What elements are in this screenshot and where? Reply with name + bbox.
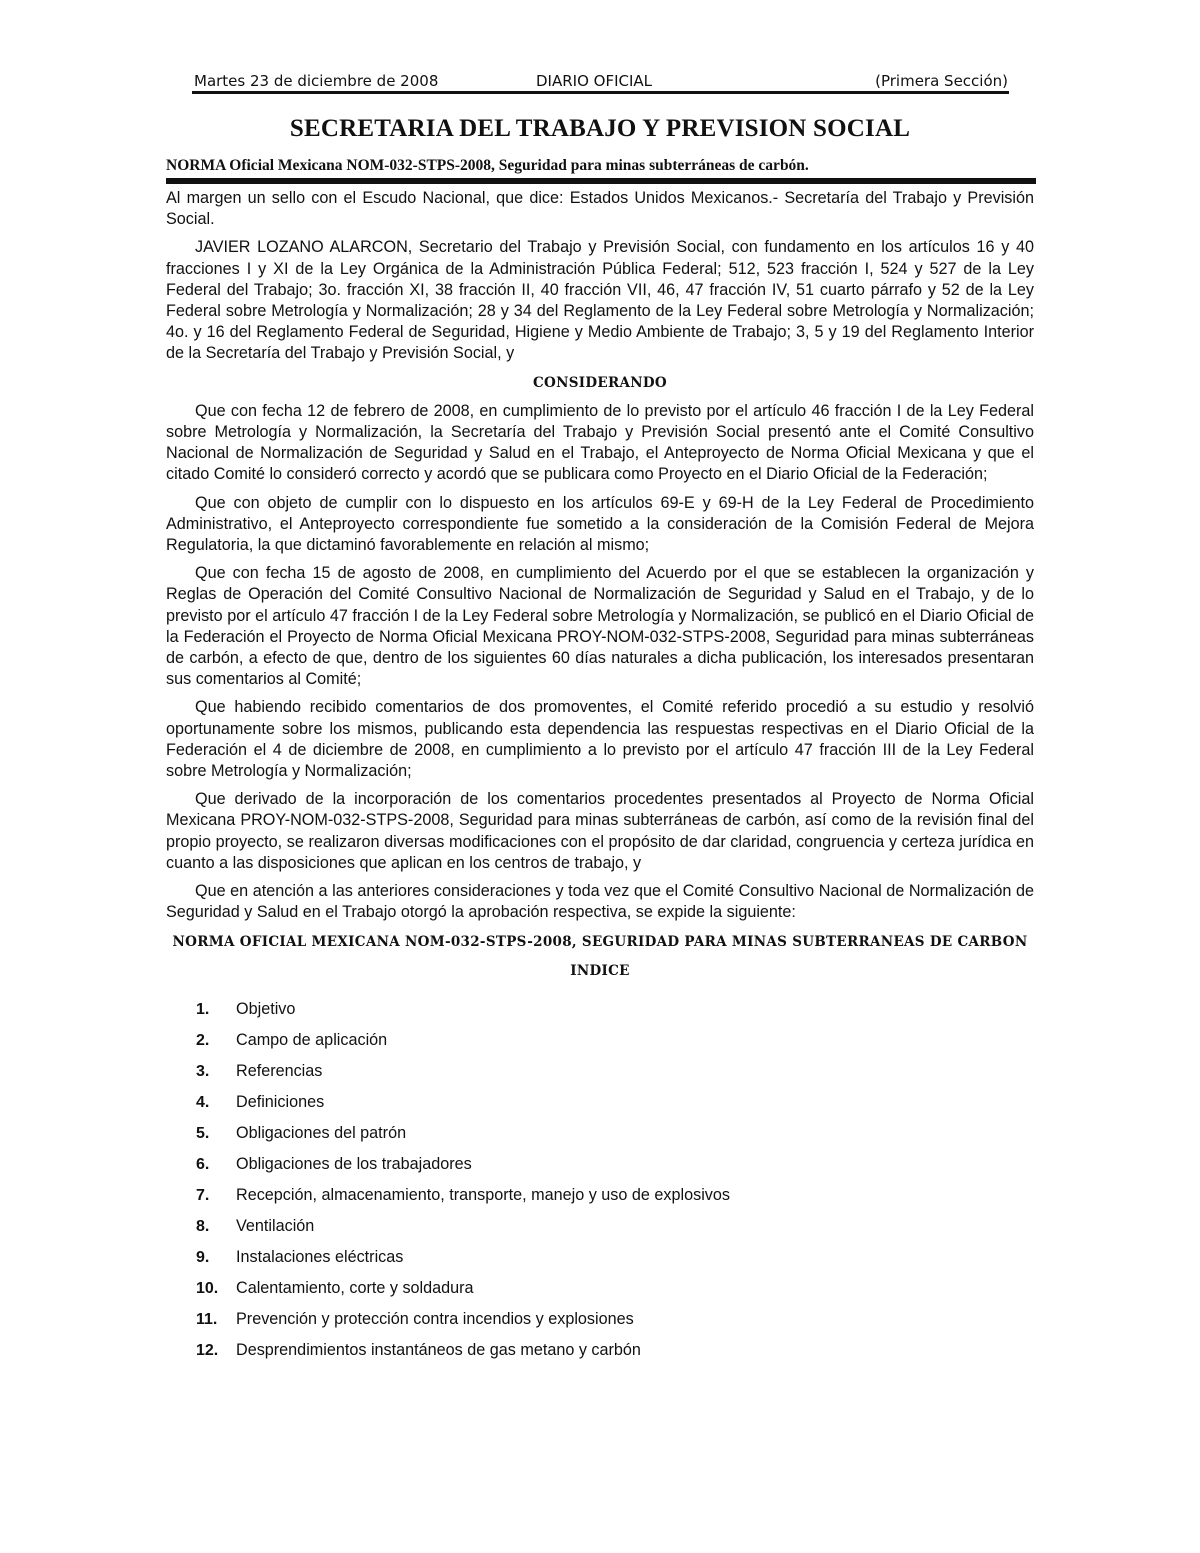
index-item (166, 1335, 1034, 1366)
index-number: 5. (196, 1124, 210, 1142)
index-item (166, 1056, 1034, 1087)
index-item (166, 1211, 1034, 1242)
index-label: Recepción, almacenamiento, transporte, manejo y uso de explosivos (236, 1185, 730, 1204)
index-label: Prevención y protección contra incendios y explosiones (236, 1309, 634, 1328)
considerando-paragraph: Que derivado de la incorporación de los comentarios procedentes presentados al Proyecto de Norma Oficial Mexicana PROY-NOM-032-STPS-2008, Seguridad para minas subterráneas de carbón, así como de la revisión final del propio proyecto, se realizaron diversas modificaciones con el propósito de dar claridad, congruencia y certeza jurídica en cuanto a las disposiciones que aplican en los centros de trabajo, y (166, 790, 1034, 872)
index-item (166, 1273, 1034, 1304)
index-number: 6. (196, 1155, 210, 1173)
index-label: Definiciones (236, 1092, 325, 1111)
considerando-paragraph: Que con fecha 12 de febrero de 2008, en cumplimiento de lo previsto por el artículo 46 fracción I de la Ley Federal sobre Metrología y Normalización, la Secretaría del Trabajo y Previsión Social presentó ante el Comité Consultivo Nacional de Normalización de Seguridad y Salud en el Trabajo, el Anteproyecto de Norma Oficial Mexicana y que el citado Comité lo consideró correcto y acordó que se publicara como Proyecto en el Diario Oficial de la Federación; (166, 401, 1034, 484)
considerando-paragraph: Que con objeto de cumplir con lo dispuesto en los artículos 69-E y 69-H de la Ley Federal de Procedimiento Administrativo, el Anteproyecto correspondiente fue sometido a la consideración de la Comisión Federal de Mejora Regulatoria, la que dictaminó favorablemente en relación al mismo; (166, 493, 1034, 555)
index-label: Obligaciones del patrón (236, 1123, 407, 1142)
index-number: 9. (196, 1248, 210, 1266)
document-body (166, 188, 1034, 1366)
considerando-paragraph: Que con fecha 15 de agosto de 2008, en cumplimiento del Acuerdo por el que se establecen la organización y Reglas de Operación del Comité Consultivo Nacional de Normalización de Seguridad y Salud en el Trabajo, y de lo previsto por el artículo 47 fracción I de la Ley Federal sobre Metrología y Normalización, se publicó en el Diario Oficial de la Federación el Proyecto de Norma Oficial Mexicana PROY-NOM-032-STPS-2008, Seguridad para minas subterráneas de carbón, a efecto de que, dentro de los siguientes 60 días naturales a dicha publicación, los interesados presentaran sus comentarios al Comité; (166, 564, 1034, 689)
index-item (166, 1149, 1034, 1180)
index-label: Desprendimientos instantáneos de gas metano y carbón (236, 1340, 641, 1359)
header-section: (Primera Sección) (875, 72, 1008, 90)
index-item (166, 1087, 1034, 1118)
index-label: Objetivo (236, 999, 296, 1018)
considerando-heading: CONSIDERANDO (532, 374, 667, 391)
index-number: 10. (196, 1279, 219, 1297)
index-item (166, 1118, 1034, 1149)
index-heading: INDICE (570, 962, 630, 979)
ministry-title: SECRETARIA DEL TRABAJO Y PREVISION SOCIAL (289, 115, 911, 142)
index-item (166, 1180, 1034, 1211)
index-item (166, 994, 1034, 1025)
index-number: 11. (196, 1310, 218, 1328)
index-label: Ventilación (236, 1216, 315, 1235)
index-label: Obligaciones de los trabajadores (236, 1154, 472, 1173)
header-rule (192, 91, 1009, 94)
index-item (166, 1025, 1034, 1056)
index-number: 12. (196, 1341, 219, 1359)
index-label: Calentamiento, corte y soldadura (236, 1278, 474, 1297)
considerando-paragraph: Que en atención a las anteriores consideraciones y toda vez que el Comité Consultivo Nacional de Normalización de Seguridad y Salud en el Trabajo otorgó la aprobación respectiva, se expide la siguiente: (166, 882, 1034, 922)
preamble-paragraph: JAVIER LOZANO ALARCON, Secretario del Trabajo y Previsión Social, con fundamento en los artículos 16 y 40 fracciones I y XI de la Ley Orgánica de la Administración Pública Federal; 512, 523 fracción I, 524 y 527 de la Ley Federal del Trabajo; 3o. fracción XI, 38 fracción II, 40 fracción VII, 46, 47 fracción IV, 51 cuarto párrafo y 52 de la Ley Federal sobre Metrología y Normalización; 28 y 34 del Reglamento de la Ley Federal sobre Metrología y Normalización; 4o. y 16 del Reglamento Federal de Seguridad, Higiene y Medio Ambiente de Trabajo; 3, 5 y 19 del Reglamento Interior de la Secretaría del Trabajo y Previsión Social, y (166, 238, 1034, 363)
running-header (194, 70, 1008, 92)
norma-title: NORMA OFICIAL MEXICANA NOM-032-STPS-2008, SEGURIDAD PARA MINAS SUBTERRANEAS DE CARBON (172, 933, 1028, 950)
index-label: Instalaciones eléctricas (236, 1247, 404, 1266)
index-item (166, 1242, 1034, 1273)
considerando-paragraph: Que habiendo recibido comentarios de dos promoventes, el Comité referido procedió a su estudio y resolvió oportunamente sobre los mismos, publicando esta dependencia las respuestas respectivas en el Diario Oficial de la Federación el 4 de diciembre de 2008, en cumplimiento a lo previsto por el artículo 47 fracción III de la Ley Federal sobre Metrología y Normalización; (166, 698, 1034, 781)
index-number: 8. (196, 1217, 210, 1235)
norma-subtitle: NORMA Oficial Mexicana NOM-032-STPS-2008, Seguridad para minas subterráneas de carbón. (166, 157, 809, 174)
index-number: 1. (196, 1000, 210, 1018)
index-number: 3. (196, 1062, 210, 1080)
index-label: Campo de aplicación (236, 1030, 388, 1049)
header-date: Martes 23 de diciembre de 2008 (194, 72, 439, 90)
index-number: 4. (196, 1093, 210, 1111)
index-number: 7. (196, 1186, 210, 1204)
index-item (166, 1304, 1034, 1335)
index-label: Referencias (236, 1061, 323, 1080)
title-rule (166, 178, 1036, 184)
intro-paragraph: Al margen un sello con el Escudo Nacional, que dice: Estados Unidos Mexicanos.- Secretaría del Trabajo y Previsión Social. (166, 189, 1034, 229)
header-publication: DIARIO OFICIAL (536, 72, 653, 90)
index-number: 2. (196, 1031, 210, 1049)
index-list (166, 994, 1034, 1366)
